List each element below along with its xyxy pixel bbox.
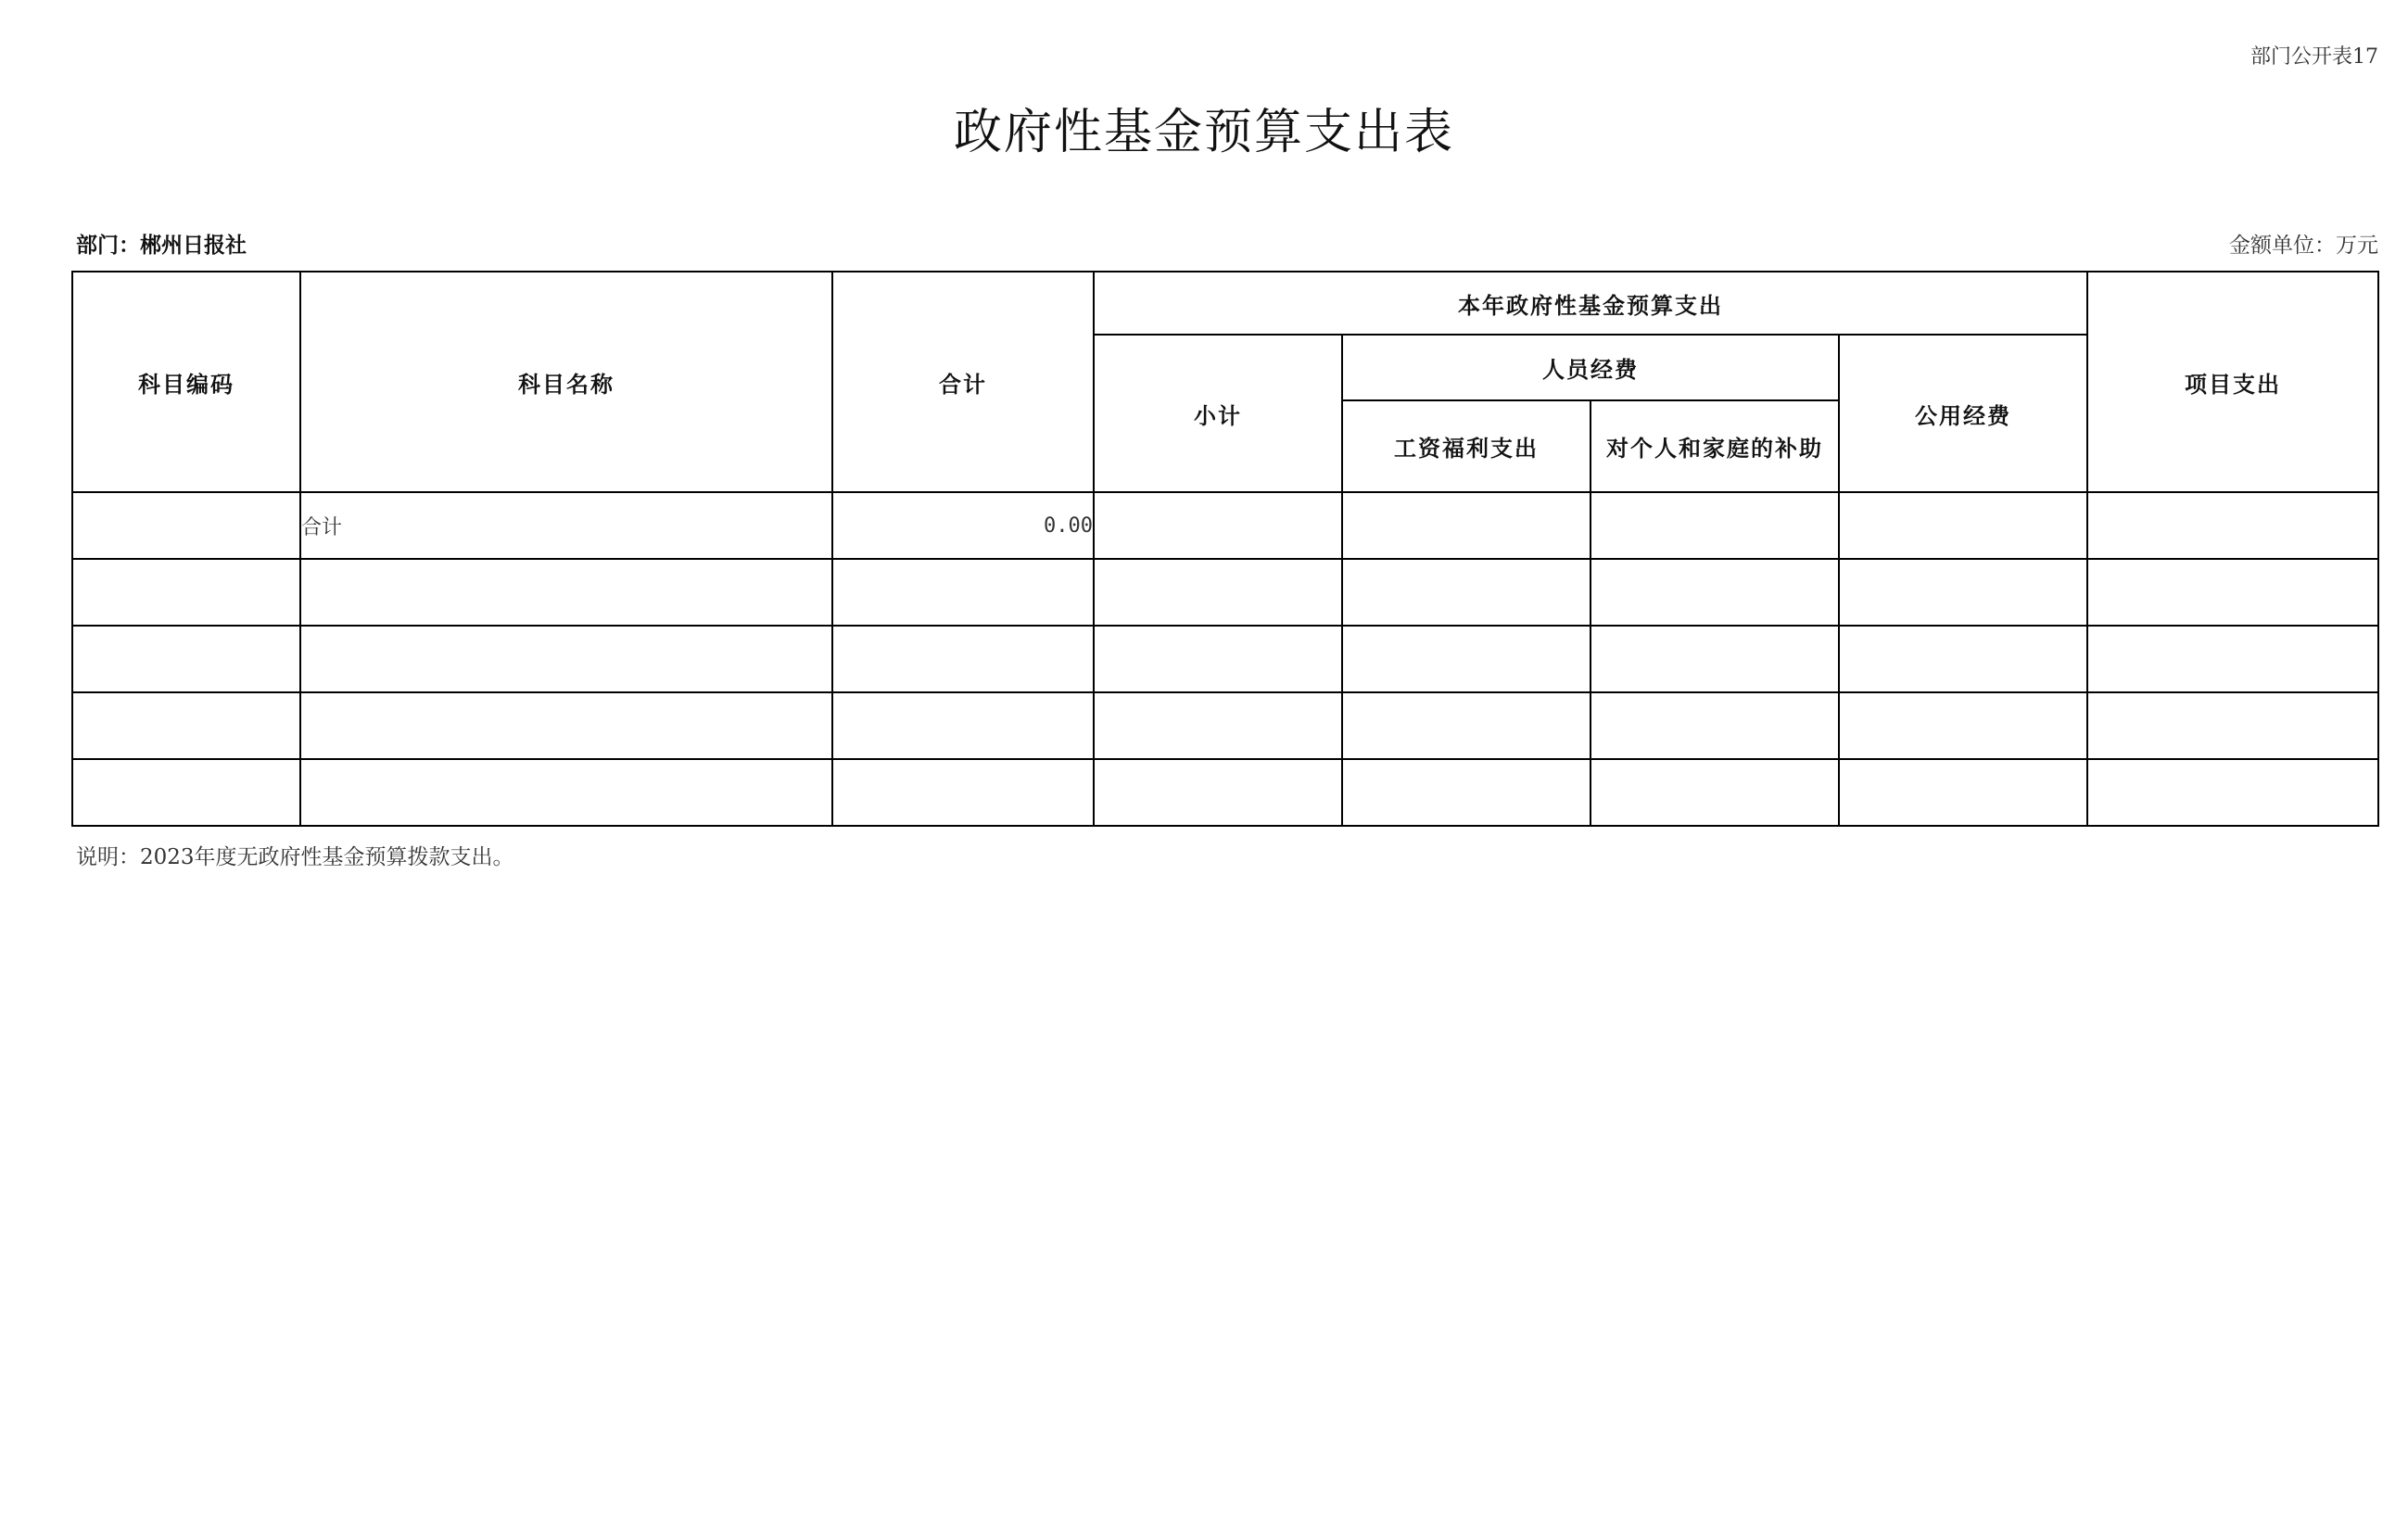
- table-row: [72, 692, 2378, 759]
- cell-project: [2087, 492, 2378, 559]
- cell-name: [300, 692, 832, 759]
- cell-total: [832, 692, 1094, 759]
- header-wages-welfare: 工资福利支出: [1342, 400, 1591, 492]
- cell-name: [300, 559, 832, 626]
- cell-wages: [1342, 692, 1591, 759]
- amount-unit-label: 金额单位：万元: [2229, 234, 2378, 258]
- header-project-expenditure: 项目支出: [2087, 272, 2378, 492]
- cell-subtotal: [1094, 626, 1342, 692]
- cell-total: [832, 759, 1094, 826]
- footnote: 说明：2023年度无政府性基金预算拨款支出。: [76, 845, 514, 869]
- cell-project: [2087, 692, 2378, 759]
- cell-code: [72, 626, 300, 692]
- cell-subsidy: [1591, 626, 1839, 692]
- cell-subsidy: [1591, 492, 1839, 559]
- header-personnel-expense: 人员经费: [1342, 335, 1839, 400]
- cell-public: [1839, 492, 2087, 559]
- header-household-subsidy: 对个人和家庭的补助: [1591, 400, 1839, 492]
- cell-code: [72, 559, 300, 626]
- cell-public: [1839, 759, 2087, 826]
- header-subject-code: 科目编码: [72, 272, 300, 492]
- cell-subtotal: [1094, 692, 1342, 759]
- cell-wages: [1342, 759, 1591, 826]
- cell-public: [1839, 626, 2087, 692]
- header-public-expense: 公用经费: [1839, 335, 2087, 492]
- cell-subtotal: [1094, 759, 1342, 826]
- page-title: 政府性基金预算支出表: [953, 105, 1454, 160]
- budget-table: [71, 271, 2379, 827]
- cell-project: [2087, 759, 2378, 826]
- table-row: [72, 759, 2378, 826]
- cell-project: [2087, 559, 2378, 626]
- cell-total: [832, 559, 1094, 626]
- cell-name: 合计: [300, 492, 832, 559]
- cell-public: [1839, 692, 2087, 759]
- table-row: [72, 559, 2378, 626]
- cell-subsidy: [1591, 759, 1839, 826]
- cell-public: [1839, 559, 2087, 626]
- cell-total: [832, 626, 1094, 692]
- cell-wages: [1342, 626, 1591, 692]
- header-current-year-expenditure: 本年政府性基金预算支出: [1094, 272, 2087, 335]
- department-label: 部门：郴州日报社: [76, 233, 247, 258]
- cell-subtotal: [1094, 559, 1342, 626]
- cell-code: [72, 492, 300, 559]
- table-number: 部门公开表17: [2250, 45, 2378, 69]
- cell-total: 0.00: [832, 492, 1094, 559]
- table-row: [72, 492, 2378, 559]
- table-row: [72, 626, 2378, 692]
- cell-subsidy: [1591, 559, 1839, 626]
- cell-wages: [1342, 559, 1591, 626]
- cell-subsidy: [1591, 692, 1839, 759]
- cell-project: [2087, 626, 2378, 692]
- cell-wages: [1342, 492, 1591, 559]
- cell-code: [72, 692, 300, 759]
- cell-code: [72, 759, 300, 826]
- cell-subtotal: [1094, 492, 1342, 559]
- header-row-1: [72, 272, 2378, 335]
- header-total: 合计: [832, 272, 1094, 492]
- header-subtotal: 小计: [1094, 335, 1342, 492]
- cell-name: [300, 626, 832, 692]
- cell-name: [300, 759, 832, 826]
- header-subject-name: 科目名称: [300, 272, 832, 492]
